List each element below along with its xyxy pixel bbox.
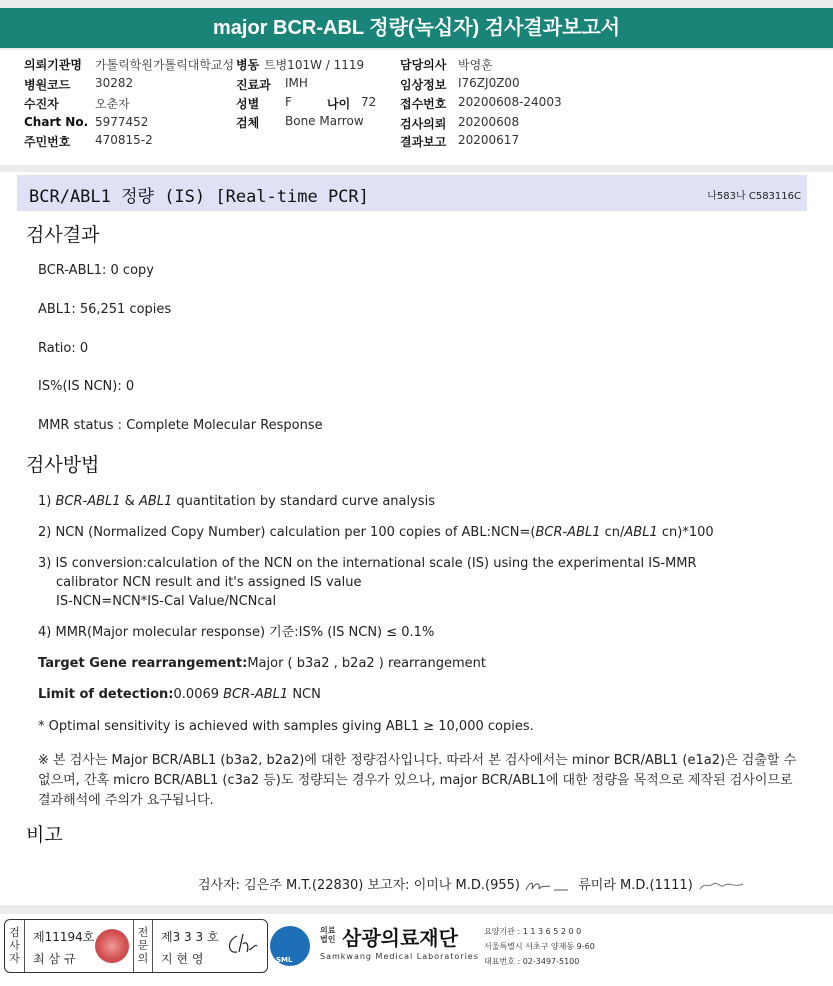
test-title: BCR/ABL1 정량 (IS) [Real-time PCR]	[29, 187, 369, 207]
result-abl1: ABL1: 56,251 copies	[38, 302, 172, 317]
age-label: 나이	[327, 97, 351, 111]
reporter2-signature: 류미라 M.D.(1111)	[578, 878, 693, 893]
org-address: 서울특별시 서초구 양재동 9-60	[484, 942, 595, 951]
method-1-amp: &	[120, 494, 139, 509]
org-phone: 대표번호 : 02-3497-5100	[484, 957, 580, 966]
patient-label: 수진자	[24, 97, 59, 111]
result-is-ncn: IS%(IS NCN): 0	[38, 379, 135, 394]
specimen-label: 검체	[236, 116, 260, 130]
chart-no-label: Chart No.	[24, 115, 89, 129]
target-gene	[38, 654, 486, 673]
sex-label: 성별	[236, 97, 260, 111]
age-value: 72	[361, 95, 377, 109]
method-item-3	[38, 554, 697, 611]
report-body	[0, 172, 833, 905]
doctor-label: 담당의사	[400, 58, 447, 72]
report-title: major BCR-ABL 정량(녹십자) 검사결과보고서	[0, 8, 833, 48]
target-gene-value: Major ( b3a2 , b2a2 ) rearrangement	[247, 656, 486, 671]
tester-signature: 검사자: 김은주 M.T.(22830)	[198, 878, 364, 893]
specimen-value: Bone Marrow	[285, 114, 364, 128]
method-heading: 검사방법	[26, 454, 100, 476]
report-date-label: 결과보고	[400, 135, 447, 149]
institution-value: 가톨릭학원가톨릭대학교성	[95, 58, 235, 72]
sml-logo-text: SML	[276, 956, 293, 964]
result-bcr-abl1: BCR-ABL1: 0 copy	[38, 263, 154, 278]
clinical-info-label: 임상정보	[400, 78, 447, 92]
lod-label: Limit of detection:	[38, 687, 174, 702]
method-2-mid: cn/	[600, 525, 625, 540]
id-value: 470815-2	[95, 133, 153, 147]
chart-no-value: 5977452	[95, 115, 149, 129]
remarks-heading: 비고	[26, 824, 63, 846]
reporter-handwritten-signature	[524, 879, 574, 893]
method-item-2	[38, 523, 714, 542]
tester-vertical-label: 검사자	[5, 920, 25, 972]
patient-info-panel	[0, 50, 833, 165]
specialist-vertical-label: 전문의	[133, 920, 153, 972]
org-english-name: Samkwang Medical Laboratories	[320, 952, 479, 961]
method-2-end: cn)*100	[657, 525, 714, 540]
doctor-value: 박영훈	[458, 58, 493, 72]
method-1-gene2: ABL1	[138, 494, 173, 509]
id-label: 주민번호	[24, 135, 71, 149]
method-3-line3: IS-NCN=NCN*IS-Cal Value/NCNcal	[56, 594, 277, 609]
specialist-name: 지 현 영	[161, 952, 204, 966]
report-date-value: 20200617	[458, 133, 520, 147]
receipt-no-label: 접수번호	[400, 97, 447, 111]
institution-code: 요양기관 : 1 1 3 6 5 2 0 0	[484, 927, 582, 936]
institution-label: 의뢰기관명	[24, 58, 82, 72]
result-mmr-status: MMR status : Complete Molecular Response	[38, 418, 323, 433]
reporter-signature: 보고자: 이미나 M.D.(955)	[363, 878, 520, 893]
hospital-code-value: 30282	[95, 76, 134, 90]
test-title-band	[17, 175, 807, 211]
method-item-1	[38, 492, 435, 511]
result-ratio: Ratio: 0	[38, 341, 89, 356]
lod-value: 0.0069	[173, 687, 224, 702]
org-prefix: 의료법인	[320, 926, 336, 944]
method-item-4: 4) MMR(Major molecular response) 기준:IS% (IS NCN) ≤ 0.1%	[38, 625, 435, 640]
method-1-gene1: BCR-ABL1	[55, 494, 121, 509]
limit-of-detection	[38, 685, 321, 704]
lod-unit: NCN	[288, 687, 321, 702]
patient-value: 오춘자	[95, 97, 130, 111]
disclaimer-note: ※ 본 검사는 Major BCR/ABL1 (b3a2, b2a2)에 대한 정량검사입니다. 따라서 본 검사에서는 minor BCR/ABL1 (e1a2)은 검출할 수 없으며, 간혹 micro BCR/ABL1 (c3a2 등)도 정량되는 경우가 있으나, major BCR/ABL1에 대한 정량을 목적으로 제작된 검사이므로 결과해석에 주의가 요구됩니다.	[38, 753, 797, 808]
ward-value: 트병101W / 1119	[264, 58, 365, 72]
clinical-info-value: I76ZJ0Z00	[458, 76, 520, 90]
tester-name: 최 삼 규	[33, 952, 76, 966]
lod-gene: BCR-ABL1	[223, 687, 289, 702]
reporter2-handwritten-signature	[697, 879, 747, 893]
method-2-gene2: ABL1	[624, 525, 658, 540]
specialist-signature-icon	[225, 930, 259, 960]
dept-label: 진료과	[236, 78, 271, 92]
test-code: 나583나 C583116C	[707, 191, 801, 202]
method-3-line2: calibrator NCN result and it's assigned IS value	[56, 575, 362, 590]
sex-value: F	[285, 95, 292, 109]
signature-line	[198, 874, 747, 893]
method-1-rest: quantitation by standard curve analysis	[172, 494, 435, 509]
method-1-prefix: 1)	[38, 494, 56, 509]
results-heading: 검사결과	[26, 224, 100, 246]
sensitivity-note: * Optimal sensitivity is achieved with samples giving ABL1 ≥ 10,000 copies.	[38, 719, 534, 734]
tester-license-no: 제11194호	[33, 930, 95, 944]
org-name: 삼광의료재단	[342, 926, 458, 950]
method-2-prefix: 2) NCN (Normalized Copy Number) calculation per 100 copies of ABL:NCN=(	[38, 525, 536, 540]
method-3-line1: 3) IS conversion:calculation of the NCN on the international scale (IS) using the experimental IS-MMR	[38, 556, 697, 571]
hospital-code-label: 병원코드	[24, 78, 71, 92]
certification-stamp-box	[4, 919, 268, 973]
target-gene-label: Target Gene rearrangement:	[38, 656, 248, 671]
specialist-license-no: 제3 3 3 호	[161, 930, 219, 944]
receipt-no-value: 20200608-24003	[458, 95, 562, 109]
request-date-label: 검사의뢰	[400, 117, 447, 131]
footer	[0, 914, 833, 986]
request-date-value: 20200608	[458, 115, 520, 129]
dept-value: IMH	[285, 76, 308, 90]
ward-label: 병동	[236, 58, 260, 72]
tester-seal-icon	[95, 929, 129, 963]
method-2-gene1: BCR-ABL1	[535, 525, 601, 540]
